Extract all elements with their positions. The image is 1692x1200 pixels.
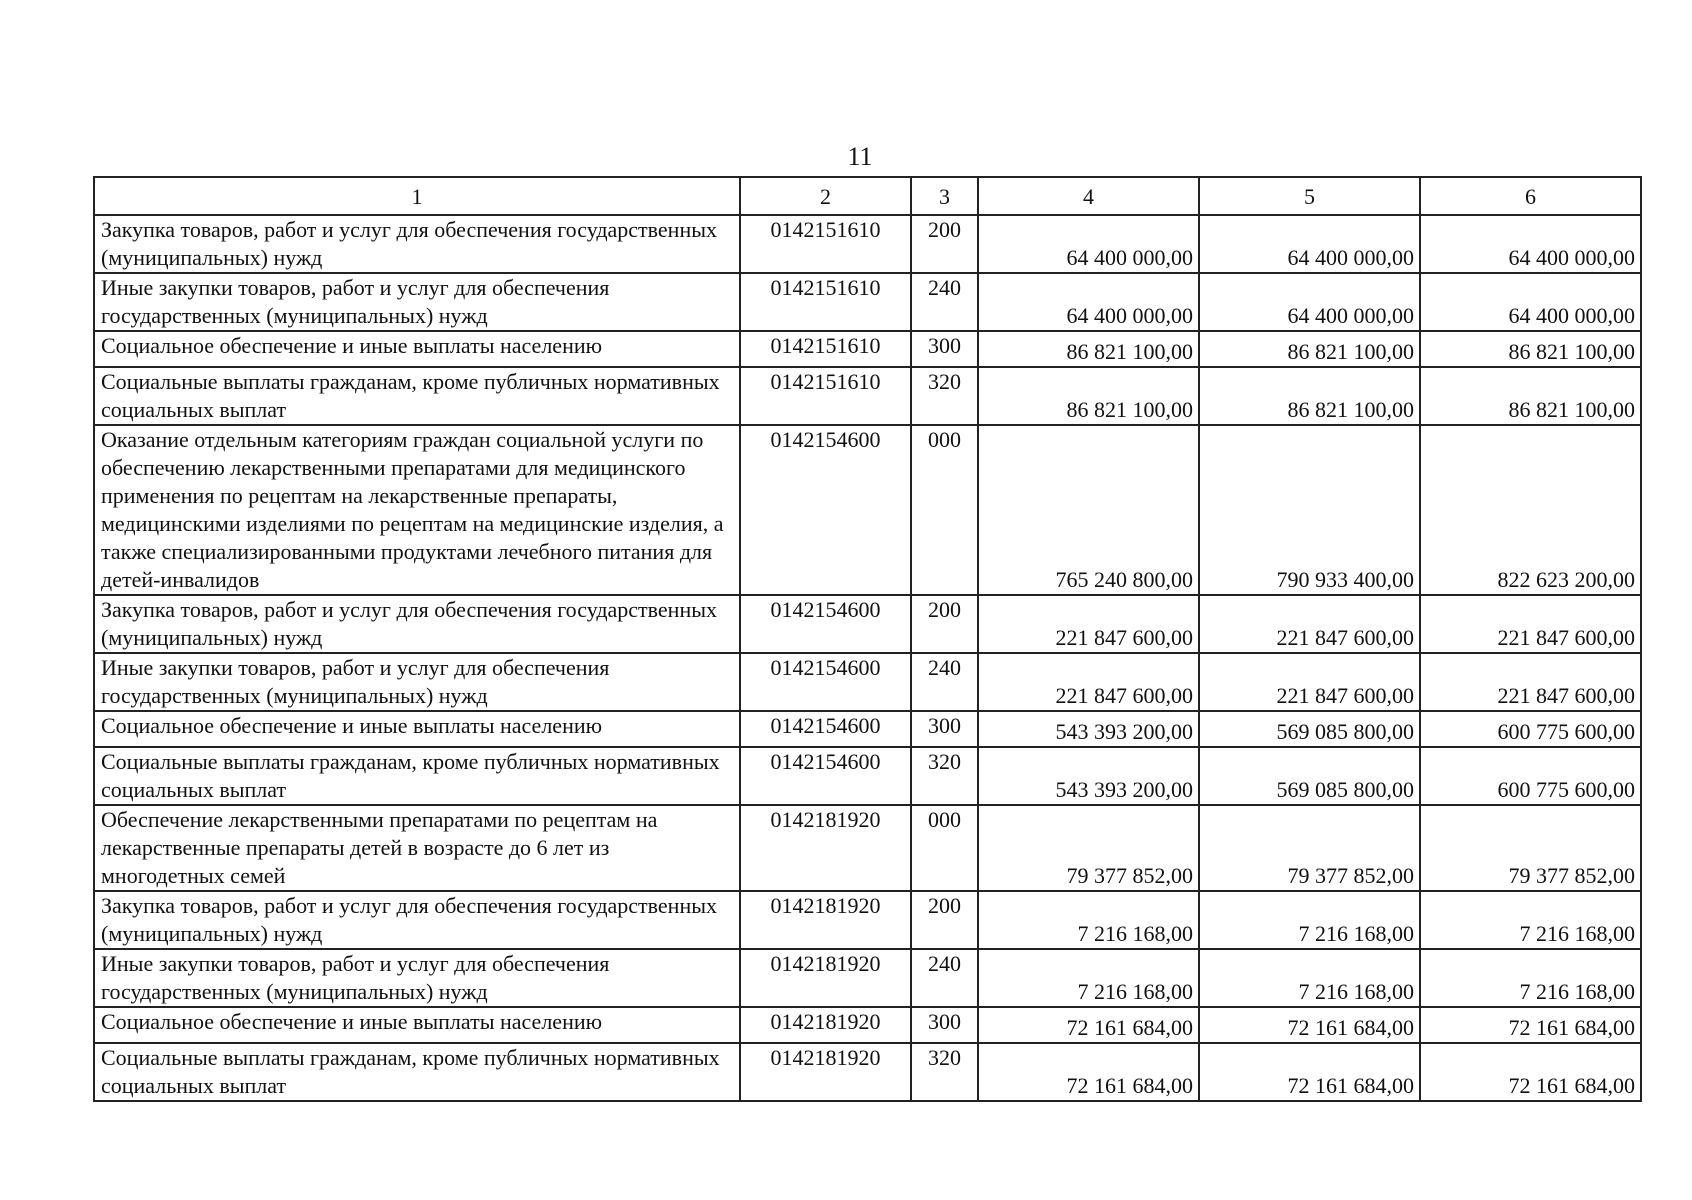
row-type: 240 (911, 949, 978, 1007)
row-amount-col5: 86 821 100,00 (1199, 367, 1420, 425)
row-type: 200 (911, 595, 978, 653)
row-amount-col4: 543 393 200,00 (978, 747, 1199, 805)
row-amount-col6: 600 775 600,00 (1420, 747, 1641, 805)
row-type: 000 (911, 425, 978, 595)
row-amount-col5: 7 216 168,00 (1199, 891, 1420, 949)
row-name: Обеспечение лекарственными препаратами по рецептам на лекарственные препараты детей в возрасте до 6 лет из многодетных семей (94, 805, 740, 891)
column-header: 5 (1199, 177, 1420, 215)
row-code: 0142151610 (740, 331, 911, 367)
row-code: 0142154600 (740, 653, 911, 711)
row-amount-col4: 72 161 684,00 (978, 1043, 1199, 1101)
row-type: 240 (911, 273, 978, 331)
row-type: 000 (911, 805, 978, 891)
row-amount-col4: 765 240 800,00 (978, 425, 1199, 595)
row-amount-col4: 64 400 000,00 (978, 273, 1199, 331)
row-amount-col5: 569 085 800,00 (1199, 747, 1420, 805)
row-name: Закупка товаров, работ и услуг для обеспечения государственных (муниципальных) нужд (94, 595, 740, 653)
row-amount-col4: 543 393 200,00 (978, 711, 1199, 747)
row-name: Иные закупки товаров, работ и услуг для обеспечения государственных (муниципальных) нужд (94, 273, 740, 331)
row-amount-col4: 86 821 100,00 (978, 331, 1199, 367)
row-amount-col6: 72 161 684,00 (1420, 1043, 1641, 1101)
row-type: 320 (911, 1043, 978, 1101)
row-name: Социальные выплаты гражданам, кроме публичных нормативных социальных выплат (94, 367, 740, 425)
row-amount-col5: 569 085 800,00 (1199, 711, 1420, 747)
row-name: Иные закупки товаров, работ и услуг для обеспечения государственных (муниципальных) нужд (94, 949, 740, 1007)
table-row (94, 273, 1641, 331)
table-row (94, 1043, 1641, 1101)
row-code: 0142151610 (740, 273, 911, 331)
row-amount-col6: 79 377 852,00 (1420, 805, 1641, 891)
row-code: 0142181920 (740, 949, 911, 1007)
row-name: Социальные выплаты гражданам, кроме публичных нормативных социальных выплат (94, 1043, 740, 1101)
table-row (94, 891, 1641, 949)
row-amount-col5: 86 821 100,00 (1199, 331, 1420, 367)
row-amount-col6: 86 821 100,00 (1420, 331, 1641, 367)
row-amount-col6: 72 161 684,00 (1420, 1007, 1641, 1043)
row-code: 0142181920 (740, 1007, 911, 1043)
table-row (94, 595, 1641, 653)
row-amount-col6: 7 216 168,00 (1420, 891, 1641, 949)
row-name: Социальное обеспечение и иные выплаты населению (94, 331, 740, 367)
row-type: 320 (911, 367, 978, 425)
row-amount-col4: 64 400 000,00 (978, 215, 1199, 273)
table-row (94, 367, 1641, 425)
table-row (94, 949, 1641, 1007)
row-amount-col5: 64 400 000,00 (1199, 273, 1420, 331)
row-type: 320 (911, 747, 978, 805)
table-row (94, 805, 1641, 891)
row-amount-col5: 64 400 000,00 (1199, 215, 1420, 273)
row-amount-col6: 64 400 000,00 (1420, 273, 1641, 331)
column-header: 2 (740, 177, 911, 215)
row-amount-col5: 221 847 600,00 (1199, 653, 1420, 711)
row-amount-col4: 7 216 168,00 (978, 949, 1199, 1007)
row-amount-col6: 600 775 600,00 (1420, 711, 1641, 747)
row-amount-col4: 7 216 168,00 (978, 891, 1199, 949)
table-header-row (94, 177, 1641, 215)
row-amount-col6: 221 847 600,00 (1420, 595, 1641, 653)
row-amount-col6: 64 400 000,00 (1420, 215, 1641, 273)
table-row (94, 747, 1641, 805)
row-type: 200 (911, 891, 978, 949)
row-amount-col4: 72 161 684,00 (978, 1007, 1199, 1043)
table-row (94, 331, 1641, 367)
row-amount-col4: 221 847 600,00 (978, 653, 1199, 711)
row-code: 0142151610 (740, 367, 911, 425)
row-amount-col5: 7 216 168,00 (1199, 949, 1420, 1007)
row-type: 240 (911, 653, 978, 711)
row-type: 300 (911, 711, 978, 747)
row-name: Социальное обеспечение и иные выплаты населению (94, 711, 740, 747)
row-type: 300 (911, 331, 978, 367)
row-amount-col4: 79 377 852,00 (978, 805, 1199, 891)
row-code: 0142154600 (740, 711, 911, 747)
row-amount-col5: 72 161 684,00 (1199, 1043, 1420, 1101)
row-name: Социальное обеспечение и иные выплаты населению (94, 1007, 740, 1043)
row-name: Закупка товаров, работ и услуг для обеспечения государственных (муниципальных) нужд (94, 891, 740, 949)
row-amount-col5: 790 933 400,00 (1199, 425, 1420, 595)
column-header: 6 (1420, 177, 1641, 215)
row-amount-col6: 822 623 200,00 (1420, 425, 1641, 595)
row-name: Социальные выплаты гражданам, кроме публичных нормативных социальных выплат (94, 747, 740, 805)
row-code: 0142154600 (740, 595, 911, 653)
row-code: 0142181920 (740, 1043, 911, 1101)
table-row (94, 653, 1641, 711)
row-name: Иные закупки товаров, работ и услуг для обеспечения государственных (муниципальных) нужд (94, 653, 740, 711)
row-type: 300 (911, 1007, 978, 1043)
column-header: 3 (911, 177, 978, 215)
row-code: 0142151610 (740, 215, 911, 273)
row-code: 0142154600 (740, 747, 911, 805)
table-row (94, 1007, 1641, 1043)
table-row (94, 215, 1641, 273)
column-header: 1 (94, 177, 740, 215)
row-amount-col6: 221 847 600,00 (1420, 653, 1641, 711)
row-amount-col6: 86 821 100,00 (1420, 367, 1641, 425)
row-amount-col4: 86 821 100,00 (978, 367, 1199, 425)
row-amount-col5: 79 377 852,00 (1199, 805, 1420, 891)
row-name: Закупка товаров, работ и услуг для обеспечения государственных (муниципальных) нужд (94, 215, 740, 273)
row-amount-col5: 72 161 684,00 (1199, 1007, 1420, 1043)
row-type: 200 (911, 215, 978, 273)
budget-table (93, 176, 1642, 1102)
row-code: 0142181920 (740, 891, 911, 949)
table-row (94, 711, 1641, 747)
column-header: 4 (978, 177, 1199, 215)
row-code: 0142181920 (740, 805, 911, 891)
table-row (94, 425, 1641, 595)
row-code: 0142154600 (740, 425, 911, 595)
row-amount-col4: 221 847 600,00 (978, 595, 1199, 653)
row-name: Оказание отдельным категориям граждан социальной услуги по обеспечению лекарственными препаратами для медицинского применения по рецептам на лекарственные препараты, медицинскими изделиями по рецептам на медицинские изделия, а также специализированными продуктами лечебного питания для детей-инвалидов (94, 425, 740, 595)
row-amount-col5: 221 847 600,00 (1199, 595, 1420, 653)
row-amount-col6: 7 216 168,00 (1420, 949, 1641, 1007)
page-number: 11 (847, 142, 873, 171)
